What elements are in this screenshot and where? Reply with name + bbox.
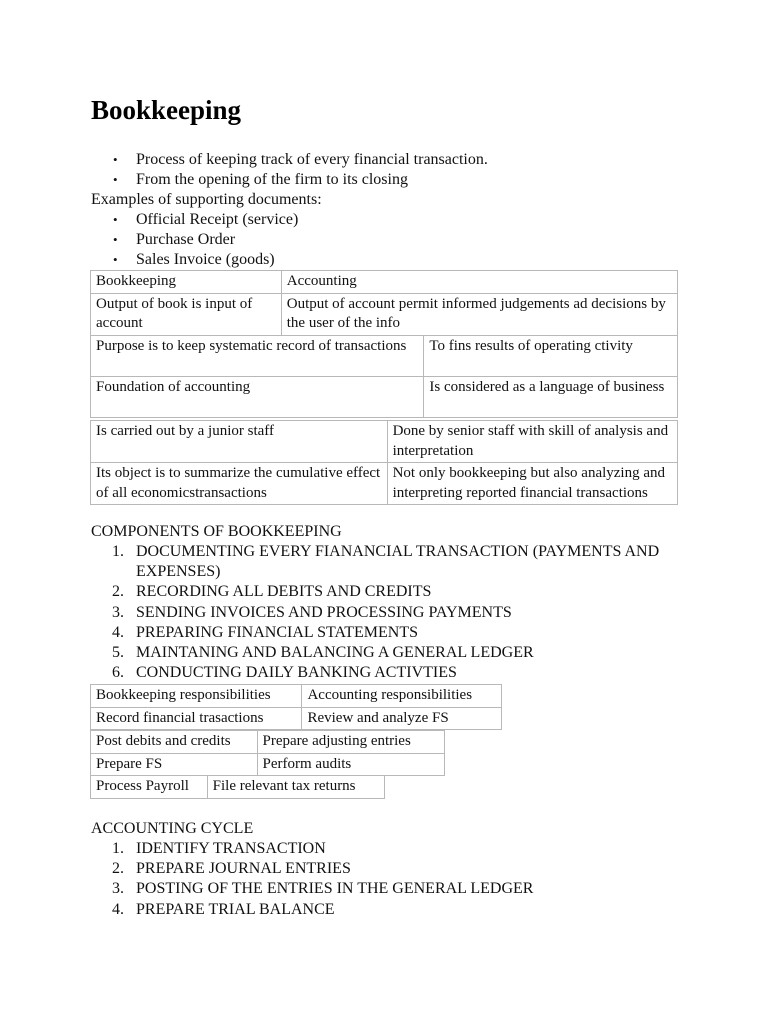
intro-bullet-list bbox=[0, 150, 488, 190]
list-item: • Process of keeping track of every financial transaction. bbox=[0, 150, 488, 170]
comparison-table-3 bbox=[90, 420, 678, 505]
list-item: • Official Receipt (service) bbox=[0, 210, 298, 230]
table-cell: Not only bookkeeping but also analyzing and interpreting reported financial transactions bbox=[387, 463, 677, 505]
table-row bbox=[91, 731, 445, 754]
list-number: 5. bbox=[112, 644, 124, 662]
list-item: • From the opening of the firm to its closing bbox=[0, 170, 488, 190]
table-row bbox=[91, 293, 678, 335]
list-item bbox=[0, 623, 676, 643]
list-item bbox=[0, 542, 676, 582]
table-row bbox=[91, 707, 502, 730]
table-cell: Its object is to summarize the cumulative effect of all economicstransactions bbox=[91, 463, 388, 505]
table-cell: Process Payroll bbox=[91, 776, 208, 799]
table-row bbox=[91, 463, 678, 505]
table-cell: Purpose is to keep systematic record of transactions bbox=[91, 336, 424, 377]
list-text: PREPARING FINANCIAL STATEMENTS bbox=[136, 623, 419, 641]
cycle-heading: ACCOUNTING CYCLE bbox=[91, 820, 254, 837]
list-item bbox=[0, 839, 676, 859]
table-header-cell: Accounting responsibilities bbox=[302, 685, 502, 708]
table-cell: Output of book is input of account bbox=[91, 293, 282, 335]
table-cell: Prepare adjusting entries bbox=[257, 731, 444, 754]
responsibilities-table-3 bbox=[90, 775, 385, 799]
table-row bbox=[91, 271, 678, 294]
table-header-cell: Bookkeeping bbox=[91, 271, 282, 294]
list-number: 3. bbox=[112, 603, 124, 621]
list-number: 6. bbox=[112, 664, 124, 682]
table-cell: Output of account permit informed judgements ad decisions by the user of the info bbox=[281, 293, 677, 335]
list-item bbox=[0, 859, 676, 879]
table-cell: File relevant tax returns bbox=[207, 776, 384, 799]
table-cell: Prepare FS bbox=[91, 753, 258, 776]
list-item bbox=[0, 643, 676, 663]
list-number: 3. bbox=[112, 880, 124, 898]
documents-bullet-list bbox=[0, 210, 298, 271]
list-number: 1. bbox=[112, 840, 124, 857]
table-cell: Is considered as a language of business bbox=[424, 377, 678, 418]
components-heading: COMPONENTS OF BOOKKEEPING bbox=[91, 523, 342, 540]
list-item bbox=[0, 663, 676, 683]
list-number: 2. bbox=[112, 860, 124, 878]
list-text: RECORDING ALL DEBITS AND CREDITS bbox=[136, 583, 432, 601]
examples-label: Examples of supporting documents: bbox=[91, 191, 322, 208]
components-list bbox=[0, 542, 676, 683]
table-row bbox=[91, 753, 445, 776]
table-row bbox=[91, 685, 502, 708]
list-text: PREPARE TRIAL BALANCE bbox=[136, 900, 335, 918]
list-number: 2. bbox=[112, 583, 124, 601]
list-text: DOCUMENTING EVERY FIANANCIAL TRANSACTION (PAYMENTS AND EXPENSES) bbox=[136, 543, 660, 581]
table-cell: To fins results of operating ctivity bbox=[424, 336, 678, 377]
responsibilities-table-2 bbox=[90, 730, 445, 776]
list-item: • Purchase Order bbox=[0, 230, 298, 250]
responsibilities-table-1 bbox=[90, 684, 502, 730]
table-cell: Post debits and credits bbox=[91, 731, 258, 754]
list-text: SENDING INVOICES AND PROCESSING PAYMENTS bbox=[136, 603, 512, 621]
list-text: IDENTIFY TRANSACTION bbox=[136, 840, 326, 857]
table-cell: Record financial trasactions bbox=[91, 707, 302, 730]
list-item bbox=[0, 582, 676, 602]
table-header-cell: Accounting bbox=[281, 271, 677, 294]
page-title: Bookkeeping bbox=[91, 95, 242, 125]
table-cell: Review and analyze FS bbox=[302, 707, 502, 730]
list-item bbox=[0, 900, 676, 920]
list-number: 1. bbox=[112, 543, 124, 560]
table-cell: Perform audits bbox=[257, 753, 444, 776]
table-row bbox=[91, 776, 385, 799]
list-item bbox=[0, 603, 676, 623]
list-text: MAINTANING AND BALANCING A GENERAL LEDGER bbox=[136, 644, 534, 662]
list-item bbox=[0, 879, 676, 899]
list-text: CONDUCTING DAILY BANKING ACTIVTIES bbox=[136, 664, 457, 682]
comparison-table-1 bbox=[90, 270, 678, 336]
table-cell: Done by senior staff with skill of analysis and interpretation bbox=[387, 421, 677, 463]
comparison-table-2 bbox=[90, 335, 678, 418]
list-text: PREPARE JOURNAL ENTRIES bbox=[136, 860, 351, 878]
cycle-list bbox=[0, 839, 676, 920]
table-row bbox=[91, 377, 678, 418]
list-number: 4. bbox=[112, 900, 124, 918]
table-row bbox=[91, 336, 678, 377]
table-cell: Foundation of accounting bbox=[91, 377, 424, 418]
list-item: • Sales Invoice (goods) bbox=[0, 250, 298, 270]
table-header-cell: Bookkeeping responsibilities bbox=[91, 685, 302, 708]
list-number: 4. bbox=[112, 623, 124, 641]
table-cell: Is carried out by a junior staff bbox=[91, 421, 388, 463]
table-row bbox=[91, 421, 678, 463]
list-text: POSTING OF THE ENTRIES IN THE GENERAL LEDGER bbox=[136, 880, 534, 898]
